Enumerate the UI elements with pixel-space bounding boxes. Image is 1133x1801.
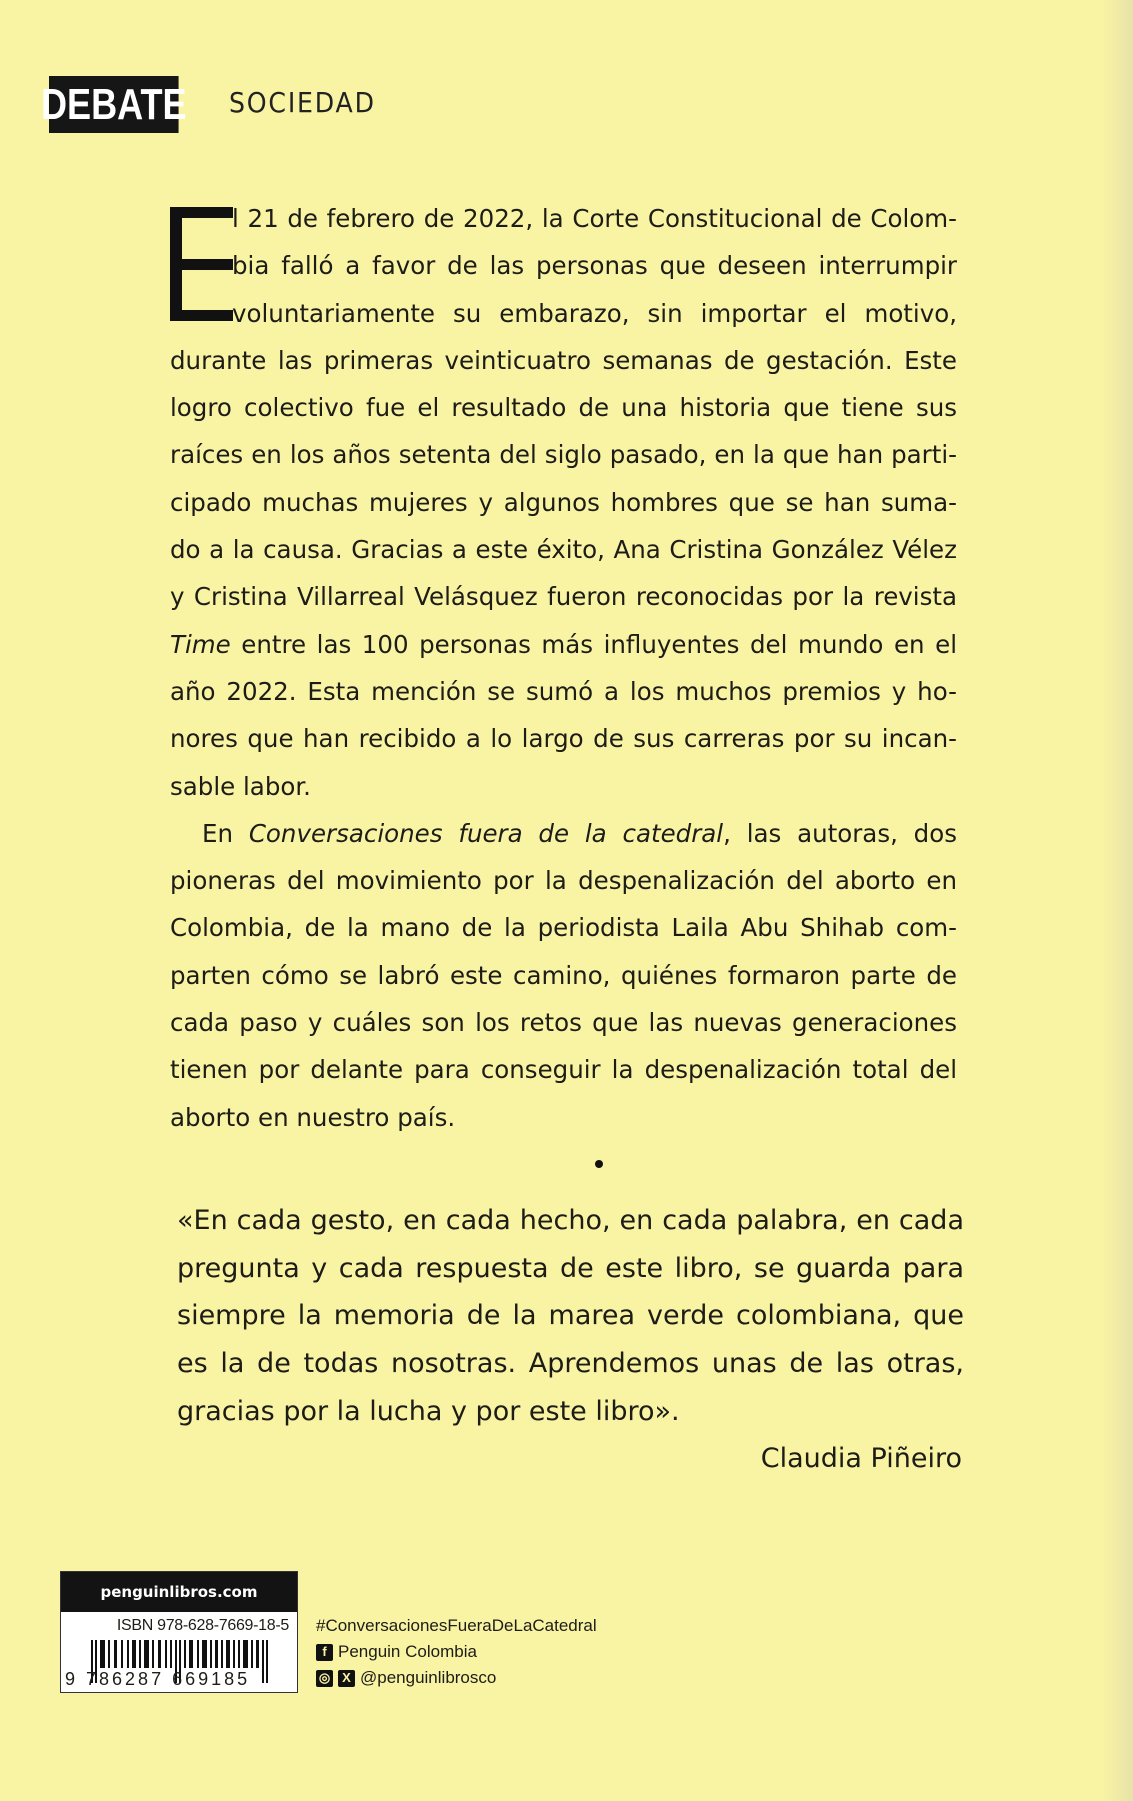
synopsis-line: tienen por delante para conseguir la despenalización total del xyxy=(170,1055,957,1085)
synopsis-line: aborto en nuestro país. xyxy=(170,1102,456,1132)
blurb-author: Claudia Piñeiro xyxy=(760,1443,962,1474)
hashtag: #ConversacionesFueraDeLaCatedral xyxy=(316,1616,597,1635)
synopsis-line: año 2022. Esta mención se sumó a los muchos premios y ho- xyxy=(170,676,957,706)
synopsis-line: raíces en los años setenta del siglo pasado, en la que han parti- xyxy=(170,440,957,470)
synopsis-line: pioneras del movimiento por la despenalización del aborto en xyxy=(170,866,957,896)
instagram-x-link: ◎ X @penguinlibrosco xyxy=(316,1665,597,1691)
social-links xyxy=(316,1613,597,1691)
section-divider-dot xyxy=(595,1160,603,1168)
book-title: Conversaciones fuera de la catedral xyxy=(248,818,724,848)
synopsis-p2-first-line: En Conversaciones fuera de la catedral, las autoras, dos xyxy=(202,818,957,848)
synopsis-line: sable labor. xyxy=(170,771,311,801)
blurb-line: es la de todas nosotras. Aprendemos unas de las otras, xyxy=(177,1348,964,1380)
synopsis-line-time: Time entre las 100 personas más influyentes del mundo en el xyxy=(170,629,957,659)
instagram-icon: ◎ xyxy=(316,1670,333,1687)
synopsis xyxy=(170,195,957,1141)
barcode-digits: 9 786287 669185 xyxy=(65,1669,251,1689)
isbn-barcode-label xyxy=(60,1571,298,1693)
isbn-number: ISBN 978-628-7669-18-5 xyxy=(116,1617,289,1634)
blurb-line: «En cada gesto, en cada hecho, en cada palabra, en cada xyxy=(177,1205,964,1236)
facebook-icon: f xyxy=(316,1644,333,1661)
synopsis-line: bia falló a favor de las personas que deseen interrumpir xyxy=(232,251,957,281)
facebook-link: f Penguin Colombia xyxy=(316,1639,597,1665)
synopsis-line: nores que han recibido a lo largo de sus carreras por su incan- xyxy=(170,724,957,754)
x-icon: X xyxy=(338,1670,355,1687)
synopsis-line: y Cristina Villarreal Velásquez fueron reconocidas por la revista xyxy=(170,582,957,612)
synopsis-line: voluntariamente su embarazo, sin importar el motivo, xyxy=(232,298,957,328)
blurb-quote xyxy=(177,1197,964,1435)
debate-logo: DEBATE xyxy=(49,76,179,133)
publisher-website: penguinlibros.com xyxy=(61,1572,297,1612)
blurb-line: pregunta y cada respuesta de este libro, se guarda para xyxy=(177,1252,964,1284)
blurb-line: gracias por la lucha y por este libro». xyxy=(177,1395,680,1427)
synopsis-line: l 21 de febrero de 2022, la Corte Constitucional de Colom- xyxy=(232,204,957,233)
synopsis-line: Colombia, de la mano de la periodista Laila Abu Shihab com- xyxy=(170,913,957,943)
synopsis-line: cada paso y cuáles son los retos que las nuevas generaciones xyxy=(170,1008,957,1038)
blurb-line: siempre la memoria de la marea verde colombiana, que xyxy=(177,1300,964,1332)
publisher-header xyxy=(40,76,376,133)
magazine-title: Time xyxy=(170,629,231,659)
category-label: SOCIEDAD xyxy=(229,86,376,119)
page-edge-shadow xyxy=(1103,0,1133,1801)
synopsis-line: parten cómo se labró este camino, quiénes formaron parte de xyxy=(170,960,957,990)
synopsis-line: logro colectivo fue el resultado de una historia que tiene sus xyxy=(170,393,957,423)
synopsis-line: cipado muchas mujeres y algunos hombres que se han suma- xyxy=(170,487,957,517)
synopsis-line: durante las primeras veinticuatro semanas de gestación. Este xyxy=(170,345,957,375)
synopsis-line: do a la causa. Gracias a este éxito, Ana Cristina González Vélez xyxy=(170,535,957,565)
